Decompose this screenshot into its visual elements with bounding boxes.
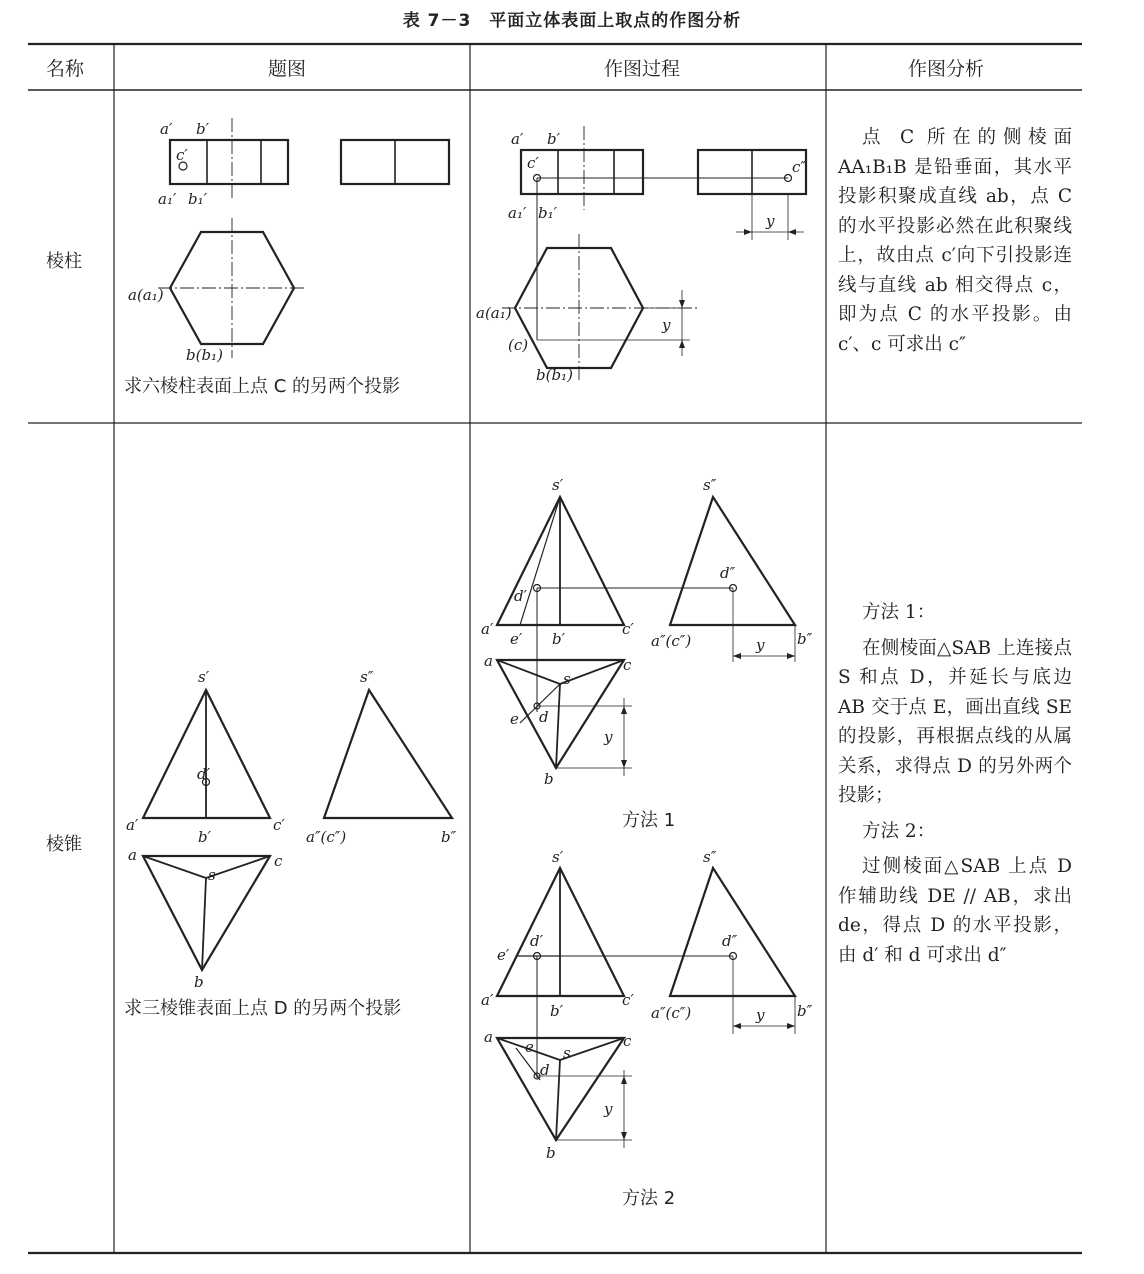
pyramid-problem-caption: 求三棱锥表面上点 D 的另两个投影 [124,998,402,1019]
method1-text: 在侧棱面△SAB 上连接点 S 和点 D，并延长与底边 AB 交于点 E，画出直线 SE 的投影，再根据点线的从属关系，求得点 D 的另外两个投影； [838,637,1072,806]
label-c: c [623,1032,632,1050]
pyramid-side-view [324,690,452,818]
label-e-prime: e′ [510,630,523,648]
method1-title: 方法 1： [862,602,936,623]
label-b-b1: b(b₁) [186,346,223,364]
label-a-a1: a(a₁) [128,286,164,304]
label-c-dprime: c″ [792,158,807,176]
label-b: b [194,973,204,991]
label-d-dprime: d″ [722,932,738,950]
label-y: y [756,636,765,654]
label-b-prime: b′ [550,1002,564,1020]
label-b-prime: b′ [547,130,561,148]
label-s-prime: s′ [552,848,564,866]
label-b1-prime: b₁′ [538,204,558,222]
label-c-paren: (c) [508,336,529,354]
label-e: e [525,1038,534,1056]
label-c: c [274,852,283,870]
label-a-c-dprime: a″(c″) [306,828,347,846]
label-b-b1: b(b₁) [536,366,573,384]
label-s-prime: s′ [552,476,564,494]
prism-problem-caption: 求六棱柱表面上点 C 的另两个投影 [124,376,401,397]
label-s-dprime: s″ [703,476,717,494]
pyramid-problem-figure [143,690,452,970]
label-a-a1: a(a₁) [476,304,512,322]
label-b-prime: b′ [552,630,566,648]
label-a: a [128,846,137,864]
label-c-prime: c′ [273,816,285,834]
prism-process-figure [502,126,806,382]
label-d: d [539,708,549,726]
label-b-dprime: b″ [797,630,813,648]
label-b1-prime: b₁′ [188,190,208,208]
pyramid-problem-labels [126,668,457,991]
label-s-dprime: s″ [703,848,717,866]
label-y: y [604,728,613,746]
label-a1-prime: a₁′ [508,204,527,222]
method2-title: 方法 2： [862,820,936,842]
label-a1-prime: a₁′ [158,190,177,208]
prism-problem-figure [158,118,449,358]
label-s-prime: s′ [198,668,210,686]
label-e: e [510,710,519,728]
label-y: y [604,1100,613,1118]
method2-figure [497,868,795,1148]
label-b: b [546,1144,556,1162]
header-process: 作图过程 [604,58,681,80]
method2-dims [621,1023,795,1140]
method1-dims [621,653,795,768]
label-y: y [756,1006,765,1024]
table-grid [28,44,1082,1253]
label-a-c-dprime: a″(c″) [651,1004,692,1022]
prism-problem-labels [128,120,223,364]
pyramid-top-view [143,856,270,970]
header-name: 名称 [46,58,85,80]
label-a-prime: a′ [481,620,494,638]
label-s: s [563,670,571,688]
prism-process-labels [476,130,806,384]
label-c-prime: c′ [622,620,634,638]
label-b-dprime: b″ [441,828,457,846]
method2-text: 过侧棱面△SAB 上点 D 作辅助线 DE // AB，求出 de，得点 D 的水平投影，由 d′ 和 d 可求出 d″ [838,856,1072,966]
label-c-prime: c′ [527,154,539,172]
label-d-prime: d′ [514,587,528,605]
label-d-prime: d′ [530,932,544,950]
label-s: s [208,866,216,884]
label-d-prime: d′ [197,765,211,783]
label-e-prime: e′ [497,946,510,964]
label-b-prime: b′ [196,120,210,138]
prism-process-dims [679,229,796,348]
label-b: b [544,770,554,788]
header-analysis: 作图分析 [908,58,985,80]
method2-labels [481,848,813,1162]
label-a: a [484,1028,493,1046]
table-title: 表 7－3 平面立体表面上取点的作图分析 [402,11,742,31]
label-a-prime: a′ [481,991,494,1009]
method1-figure [497,497,795,776]
label-b-dprime: b″ [797,1002,813,1020]
method1-caption: 方法 1 [622,810,676,831]
label-a-prime: a′ [160,120,173,138]
label-y: y [662,316,671,334]
label-a-prime: a′ [126,816,139,834]
method1-labels [481,476,813,788]
prism-analysis-text: 点 C 所在的侧棱面 AA₁B₁B 是铅垂面，其水平投影积聚成直线 ab，点 C 的水平投影必然在此积聚线上，故由点 c′向下引投影连线与直线 ab 相交得点 c，即为点 C 的水平投影。由 c′、c 可求出 c″ [838,127,1072,355]
label-a-c-dprime: a″(c″) [651,632,692,650]
label-b-prime: b′ [198,828,212,846]
label-c-prime: c′ [622,991,634,1009]
label-y: y [766,212,775,230]
label-s-dprime: s″ [360,668,374,686]
label-a: a [484,652,493,670]
method2-caption: 方法 2 [622,1188,676,1209]
label-a-prime: a′ [511,130,524,148]
label-d-dprime: d″ [720,564,736,582]
row-name-pyramid: 棱锥 [46,834,82,855]
label-d: d [540,1061,550,1079]
label-s: s [563,1044,571,1062]
label-c-prime: c′ [176,146,188,164]
label-c: c [623,656,632,674]
header-problem: 题图 [268,58,307,80]
row-name-prism: 棱柱 [46,251,82,272]
